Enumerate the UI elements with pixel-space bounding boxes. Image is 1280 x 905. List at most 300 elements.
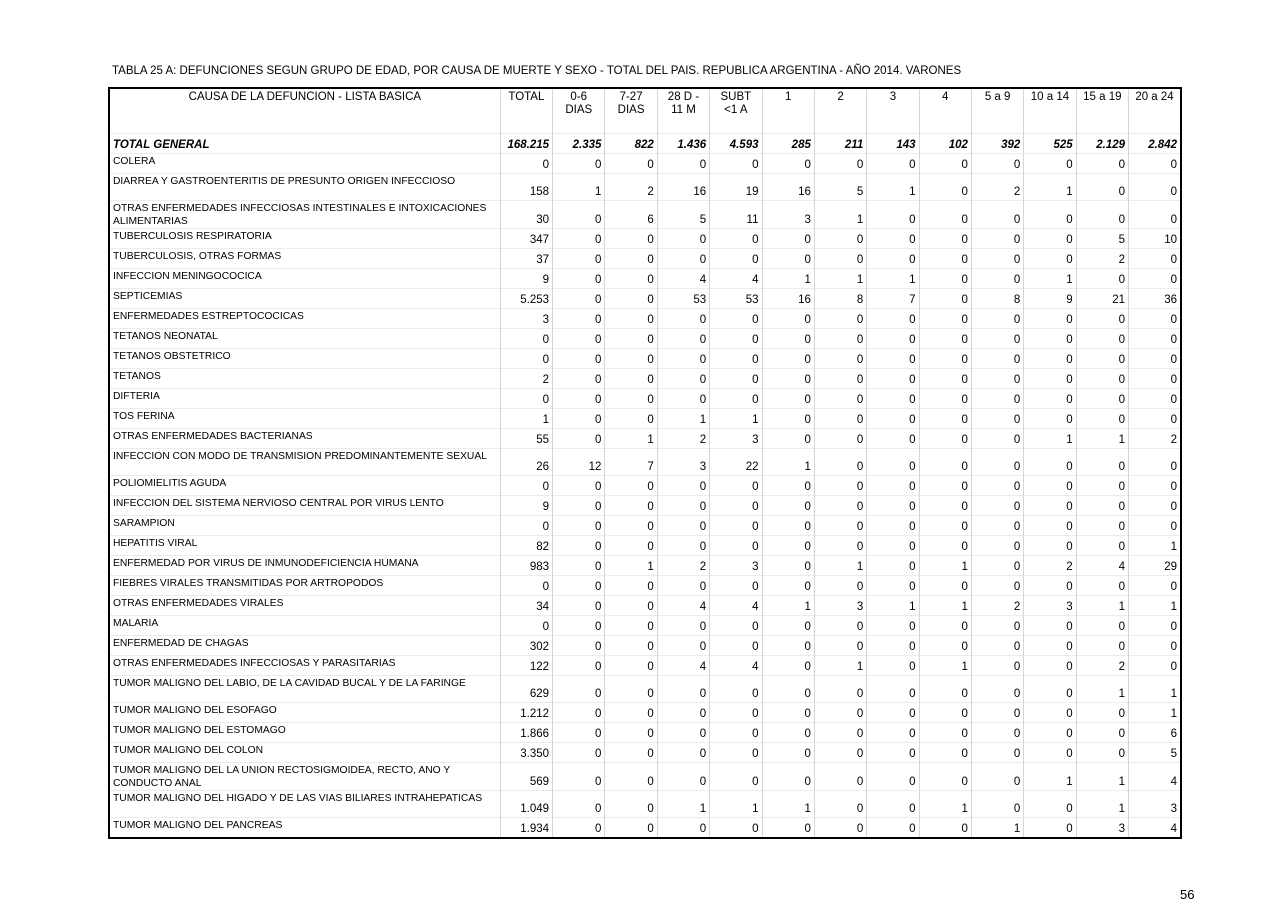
value-cell: 0 — [867, 201, 919, 229]
value-cell: 0 — [762, 349, 814, 369]
value-cell: 0 — [710, 763, 762, 791]
value-cell: 0 — [553, 616, 605, 636]
value-cell: 0 — [867, 723, 919, 743]
column-header: 3 — [867, 88, 919, 134]
value-cell: 347 — [500, 229, 552, 249]
value-cell: 2 — [971, 596, 1023, 616]
value-cell: 0 — [919, 201, 971, 229]
cause-cell: SARAMPION — [109, 516, 500, 536]
value-cell: 0 — [971, 369, 1023, 389]
value-cell: 22 — [710, 449, 762, 476]
value-cell: 0 — [605, 369, 657, 389]
value-cell: 0 — [553, 676, 605, 703]
value-cell: 1 — [919, 791, 971, 818]
value-cell: 0 — [657, 309, 709, 329]
value-cell: 0 — [971, 154, 1023, 174]
value-cell: 0 — [710, 818, 762, 839]
value-cell: 0 — [867, 791, 919, 818]
value-cell: 0 — [710, 743, 762, 763]
value-cell: 0 — [814, 536, 866, 556]
value-cell: 0 — [867, 743, 919, 763]
value-cell: 0 — [1024, 516, 1076, 536]
value-cell: 0 — [1129, 269, 1181, 289]
value-cell: 0 — [657, 476, 709, 496]
value-cell: 0 — [1129, 174, 1181, 201]
value-cell: 0 — [971, 676, 1023, 703]
table-row — [109, 496, 1181, 516]
table-row — [109, 201, 1181, 229]
column-header: CAUSA DE LA DEFUNCION - LISTA BASICA — [188, 91, 422, 103]
value-cell: 0 — [605, 763, 657, 791]
table-row — [109, 791, 1181, 818]
value-cell: 0 — [867, 516, 919, 536]
value-cell: 0 — [605, 269, 657, 289]
value-cell: 0 — [814, 703, 866, 723]
value-cell: 1.866 — [500, 723, 552, 743]
value-cell: 0 — [971, 449, 1023, 476]
value-cell: 0 — [971, 269, 1023, 289]
value-cell: 0 — [657, 229, 709, 249]
value-cell: 1 — [1024, 174, 1076, 201]
table-row — [109, 723, 1181, 743]
value-cell: 0 — [971, 249, 1023, 269]
value-cell: 0 — [867, 818, 919, 839]
value-cell: 0 — [1129, 329, 1181, 349]
value-cell: 0 — [1076, 154, 1128, 174]
total-row — [109, 134, 1181, 154]
table-row — [109, 309, 1181, 329]
value-cell: 1 — [1076, 429, 1128, 449]
value-cell: 2.842 — [1129, 134, 1181, 154]
value-cell: 1 — [919, 656, 971, 676]
value-cell: 0 — [762, 409, 814, 429]
value-cell: 1 — [762, 791, 814, 818]
value-cell: 0 — [971, 516, 1023, 536]
table-row — [109, 516, 1181, 536]
table-row — [109, 703, 1181, 723]
value-cell: 0 — [657, 636, 709, 656]
value-cell: 0 — [1129, 389, 1181, 409]
value-cell: 0 — [605, 289, 657, 309]
value-cell: 21 — [1076, 289, 1128, 309]
value-cell: 0 — [1129, 449, 1181, 476]
value-cell: 1 — [553, 174, 605, 201]
value-cell: 0 — [605, 516, 657, 536]
value-cell: 525 — [1024, 134, 1076, 154]
value-cell: 9 — [1024, 289, 1076, 309]
value-cell: 0 — [919, 449, 971, 476]
column-header: 2 — [814, 88, 866, 134]
value-cell: 0 — [553, 596, 605, 616]
value-cell: 1 — [762, 596, 814, 616]
value-cell: 0 — [605, 656, 657, 676]
value-cell: 0 — [1076, 476, 1128, 496]
value-cell: 53 — [710, 289, 762, 309]
value-cell: 0 — [553, 556, 605, 576]
value-cell: 0 — [657, 703, 709, 723]
value-cell: 0 — [867, 476, 919, 496]
value-cell: 0 — [1024, 636, 1076, 656]
value-cell: 0 — [814, 349, 866, 369]
value-cell: 0 — [867, 676, 919, 703]
value-cell: 82 — [500, 536, 552, 556]
table-row — [109, 556, 1181, 576]
cause-cell: INFECCION MENINGOCOCICA — [109, 269, 500, 289]
value-cell: 0 — [1129, 369, 1181, 389]
value-cell: 0 — [867, 656, 919, 676]
value-cell: 0 — [762, 556, 814, 576]
value-cell: 1 — [1024, 269, 1076, 289]
value-cell: 0 — [919, 309, 971, 329]
cause-cell: MALARIA — [109, 616, 500, 636]
value-cell: 0 — [814, 369, 866, 389]
column-header: 15 a 19 — [1076, 88, 1128, 134]
value-cell: 0 — [1129, 349, 1181, 369]
value-cell: 8 — [971, 289, 1023, 309]
value-cell: 1 — [814, 201, 866, 229]
value-cell: 1 — [814, 556, 866, 576]
cause-cell: TUMOR MALIGNO DEL PANCREAS — [109, 818, 500, 839]
value-cell: 1 — [814, 656, 866, 676]
value-cell: 0 — [657, 536, 709, 556]
value-cell: 3 — [657, 449, 709, 476]
value-cell: 0 — [814, 309, 866, 329]
value-cell: 0 — [762, 703, 814, 723]
value-cell: 1 — [1129, 676, 1181, 703]
value-cell: 0 — [1129, 636, 1181, 656]
value-cell: 0 — [710, 636, 762, 656]
cause-cell: TUMOR MALIGNO DEL LA UNION RECTOSIGMOIDEA, RECTO, ANO Y CONDUCTO ANAL — [109, 763, 500, 791]
value-cell: 0 — [762, 576, 814, 596]
value-cell: 0 — [867, 556, 919, 576]
value-cell: 4 — [1076, 556, 1128, 576]
value-cell: 2 — [657, 556, 709, 576]
value-cell: 0 — [971, 636, 1023, 656]
table-row — [109, 429, 1181, 449]
value-cell: 0 — [605, 249, 657, 269]
value-cell: 5.253 — [500, 289, 552, 309]
cause-cell: TUBERCULOSIS RESPIRATORIA — [109, 229, 500, 249]
value-cell: 0 — [605, 389, 657, 409]
table-row — [109, 154, 1181, 174]
value-cell: 1.212 — [500, 703, 552, 723]
value-cell: 0 — [710, 389, 762, 409]
value-cell: 0 — [710, 703, 762, 723]
value-cell: 4 — [657, 269, 709, 289]
value-cell: 29 — [1129, 556, 1181, 576]
value-cell: 1 — [1076, 763, 1128, 791]
value-cell: 0 — [605, 723, 657, 743]
cause-cell: OTRAS ENFERMEDADES VIRALES — [109, 596, 500, 616]
value-cell: 0 — [1076, 174, 1128, 201]
value-cell: 0 — [1024, 389, 1076, 409]
table-row — [109, 818, 1181, 839]
value-cell: 983 — [500, 556, 552, 576]
value-cell: 0 — [605, 743, 657, 763]
value-cell: 0 — [919, 429, 971, 449]
value-cell: 0 — [971, 229, 1023, 249]
value-cell: 0 — [971, 616, 1023, 636]
cause-cell: TUMOR MALIGNO DEL ESTOMAGO — [109, 723, 500, 743]
table-row — [109, 676, 1181, 703]
value-cell: 0 — [710, 476, 762, 496]
column-header: 4 — [919, 88, 971, 134]
value-cell: 0 — [1076, 309, 1128, 329]
value-cell: 0 — [762, 516, 814, 536]
value-cell: 2.335 — [553, 134, 605, 154]
column-header: 7-27 DIAS — [605, 88, 657, 134]
value-cell: 0 — [1129, 576, 1181, 596]
value-cell: 0 — [919, 743, 971, 763]
table-row — [109, 656, 1181, 676]
value-cell: 0 — [657, 616, 709, 636]
value-cell: 0 — [814, 723, 866, 743]
value-cell: 3.350 — [500, 743, 552, 763]
value-cell: 1 — [657, 791, 709, 818]
value-cell: 0 — [500, 329, 552, 349]
page-number: 56 — [1180, 887, 1195, 902]
value-cell: 0 — [657, 389, 709, 409]
value-cell: 3 — [1024, 596, 1076, 616]
value-cell: 0 — [814, 791, 866, 818]
value-cell: 0 — [762, 389, 814, 409]
value-cell: 0 — [1076, 703, 1128, 723]
column-header: 0-6 DIAS — [553, 88, 605, 134]
value-cell: 9 — [500, 496, 552, 516]
value-cell: 0 — [1076, 576, 1128, 596]
value-cell: 0 — [1129, 616, 1181, 636]
value-cell: 0 — [553, 201, 605, 229]
value-cell: 0 — [500, 389, 552, 409]
value-cell: 0 — [971, 496, 1023, 516]
value-cell: 0 — [867, 329, 919, 349]
value-cell: 0 — [971, 791, 1023, 818]
value-cell: 0 — [500, 154, 552, 174]
value-cell: 0 — [710, 616, 762, 636]
value-cell: 102 — [919, 134, 971, 154]
table-row — [109, 596, 1181, 616]
table-row — [109, 369, 1181, 389]
table-row — [109, 743, 1181, 763]
table-row — [109, 576, 1181, 596]
value-cell: 0 — [919, 154, 971, 174]
value-cell: 629 — [500, 676, 552, 703]
value-cell: 0 — [1024, 703, 1076, 723]
value-cell: 0 — [971, 536, 1023, 556]
cause-cell: TETANOS NEONATAL — [109, 329, 500, 349]
value-cell: 0 — [605, 536, 657, 556]
value-cell: 0 — [710, 576, 762, 596]
value-cell: 0 — [919, 476, 971, 496]
value-cell: 0 — [1024, 723, 1076, 743]
value-cell: 0 — [867, 154, 919, 174]
value-cell: 0 — [553, 389, 605, 409]
value-cell: 0 — [1024, 496, 1076, 516]
value-cell: 0 — [971, 703, 1023, 723]
value-cell: 1.934 — [500, 818, 552, 839]
value-cell: 5 — [1129, 743, 1181, 763]
value-cell: 0 — [919, 269, 971, 289]
value-cell: 0 — [657, 763, 709, 791]
value-cell: 34 — [500, 596, 552, 616]
value-cell: 4 — [1129, 818, 1181, 839]
value-cell: 0 — [814, 576, 866, 596]
value-cell: 0 — [919, 369, 971, 389]
value-cell: 4 — [710, 269, 762, 289]
value-cell: 16 — [762, 289, 814, 309]
value-cell: 0 — [553, 289, 605, 309]
value-cell: 0 — [762, 309, 814, 329]
value-cell: 0 — [1076, 349, 1128, 369]
value-cell: 0 — [1024, 349, 1076, 369]
value-cell: 1 — [1076, 596, 1128, 616]
value-cell: 1 — [657, 409, 709, 429]
value-cell: 6 — [1129, 723, 1181, 743]
value-cell: 5 — [814, 174, 866, 201]
value-cell: 0 — [814, 743, 866, 763]
value-cell: 5 — [1076, 229, 1128, 249]
value-cell: 0 — [919, 516, 971, 536]
value-cell: 0 — [500, 476, 552, 496]
cause-cell: TUMOR MALIGNO DEL ESOFAGO — [109, 703, 500, 723]
value-cell: 0 — [762, 763, 814, 791]
value-cell: 0 — [867, 349, 919, 369]
value-cell: 0 — [657, 349, 709, 369]
column-header: 1 — [762, 88, 814, 134]
column-header: 10 a 14 — [1024, 88, 1076, 134]
value-cell: 0 — [1129, 154, 1181, 174]
value-cell: 0 — [553, 429, 605, 449]
value-cell: 0 — [971, 329, 1023, 349]
table-row — [109, 329, 1181, 349]
value-cell: 0 — [1076, 329, 1128, 349]
value-cell: 0 — [1024, 309, 1076, 329]
value-cell: 0 — [553, 154, 605, 174]
value-cell: 0 — [605, 818, 657, 839]
value-cell: 6 — [605, 201, 657, 229]
value-cell: 16 — [762, 174, 814, 201]
value-cell: 0 — [762, 429, 814, 449]
cause-cell: TETANOS — [109, 369, 500, 389]
value-cell: 0 — [1076, 409, 1128, 429]
value-cell: 0 — [867, 429, 919, 449]
value-cell: 1.049 — [500, 791, 552, 818]
value-cell: 2.129 — [1076, 134, 1128, 154]
value-cell: 0 — [919, 576, 971, 596]
value-cell: 0 — [1024, 249, 1076, 269]
value-cell: 0 — [605, 576, 657, 596]
value-cell: 0 — [919, 329, 971, 349]
value-cell: 0 — [919, 536, 971, 556]
value-cell: 0 — [867, 763, 919, 791]
value-cell: 211 — [814, 134, 866, 154]
value-cell: 0 — [762, 476, 814, 496]
value-cell: 0 — [605, 349, 657, 369]
cause-cell: SEPTICEMIAS — [109, 289, 500, 309]
value-cell: 0 — [762, 656, 814, 676]
value-cell: 0 — [1024, 616, 1076, 636]
value-cell: 4 — [657, 596, 709, 616]
value-cell: 0 — [605, 229, 657, 249]
value-cell: 0 — [553, 763, 605, 791]
value-cell: 0 — [814, 676, 866, 703]
value-cell: 0 — [919, 249, 971, 269]
cause-cell: TUMOR MALIGNO DEL HIGADO Y DE LAS VIAS BILIARES INTRAHEPATICAS — [109, 791, 500, 818]
value-cell: 0 — [500, 616, 552, 636]
value-cell: 0 — [1129, 309, 1181, 329]
value-cell: 0 — [710, 154, 762, 174]
value-cell: 0 — [971, 349, 1023, 369]
value-cell: 0 — [762, 369, 814, 389]
value-cell: 0 — [710, 516, 762, 536]
value-cell: 0 — [919, 676, 971, 703]
value-cell: 0 — [919, 636, 971, 656]
value-cell: 4 — [657, 656, 709, 676]
value-cell: 0 — [867, 409, 919, 429]
cause-cell: INFECCION DEL SISTEMA NERVIOSO CENTRAL POR VIRUS LENTO — [109, 496, 500, 516]
value-cell: 0 — [500, 349, 552, 369]
value-cell: 3 — [1129, 791, 1181, 818]
value-cell: 0 — [867, 449, 919, 476]
value-cell: 285 — [762, 134, 814, 154]
value-cell: 0 — [657, 576, 709, 596]
value-cell: 1 — [762, 449, 814, 476]
value-cell: 0 — [1024, 656, 1076, 676]
value-cell: 1 — [1129, 536, 1181, 556]
table-row — [109, 289, 1181, 309]
value-cell: 1 — [867, 174, 919, 201]
value-cell: 0 — [867, 389, 919, 409]
value-cell: 1 — [919, 596, 971, 616]
value-cell: 0 — [553, 329, 605, 349]
value-cell: 0 — [553, 703, 605, 723]
value-cell: 0 — [710, 536, 762, 556]
value-cell: 1 — [971, 818, 1023, 839]
value-cell: 0 — [971, 429, 1023, 449]
value-cell: 0 — [762, 229, 814, 249]
value-cell: 0 — [971, 389, 1023, 409]
value-cell: 37 — [500, 249, 552, 269]
cause-cell: INFECCION CON MODO DE TRANSMISION PREDOMINANTEMENTE SEXUAL — [109, 449, 500, 476]
value-cell: 1 — [867, 269, 919, 289]
column-header: 28 D - 11 M — [657, 88, 709, 134]
value-cell: 0 — [553, 536, 605, 556]
value-cell: 0 — [553, 576, 605, 596]
table-row — [109, 476, 1181, 496]
value-cell: 1 — [762, 269, 814, 289]
value-cell: 0 — [919, 818, 971, 839]
value-cell: 0 — [971, 476, 1023, 496]
value-cell: 0 — [605, 596, 657, 616]
cause-cell: ENFERMEDAD DE CHAGAS — [109, 636, 500, 656]
value-cell: 158 — [500, 174, 552, 201]
value-cell: 822 — [605, 134, 657, 154]
value-cell: 0 — [919, 703, 971, 723]
value-cell: 0 — [919, 723, 971, 743]
value-cell: 0 — [710, 723, 762, 743]
value-cell: 0 — [867, 536, 919, 556]
value-cell: 0 — [605, 409, 657, 429]
value-cell: 0 — [814, 496, 866, 516]
table-row — [109, 536, 1181, 556]
column-header: 20 a 24 — [1129, 88, 1181, 134]
value-cell: 0 — [971, 309, 1023, 329]
value-cell: 0 — [1024, 369, 1076, 389]
table-row — [109, 269, 1181, 289]
cause-cell: HEPATITIS VIRAL — [109, 536, 500, 556]
value-cell: 0 — [1076, 369, 1128, 389]
value-cell: 0 — [605, 329, 657, 349]
